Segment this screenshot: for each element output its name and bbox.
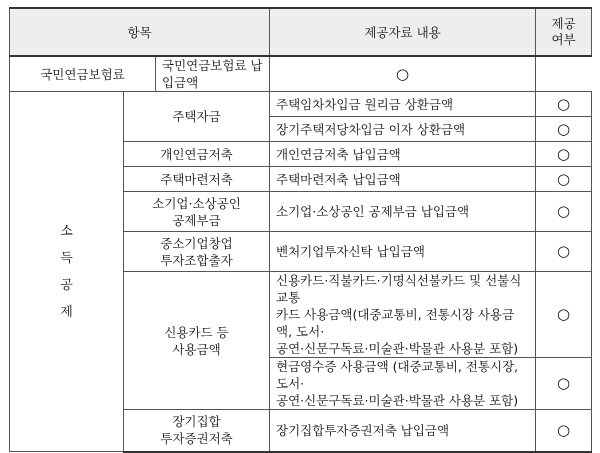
- group-label-venture-investment: [124, 232, 270, 272]
- content-line: 현금영수증 사용금액 (대중교통비, 전통시장, 도서·: [276, 359, 519, 391]
- row-content: 주택마련저축 납입금액: [270, 167, 536, 192]
- header-row: [10, 8, 592, 56]
- group-label-line1: 소기업·소상공인: [152, 195, 241, 211]
- group-label-line2: 투자조합출자: [160, 252, 233, 268]
- row-content: 벤처기업투자신탁 납입금액: [270, 232, 536, 272]
- income-deduction-char: 득: [60, 250, 73, 266]
- group-label-housing-fund: 주택자금: [124, 92, 270, 142]
- group-label-line1: 중소기업창업: [160, 235, 233, 251]
- provided-mark: ○: [536, 410, 592, 452]
- header-content: 제공자료 내용: [270, 8, 536, 56]
- table-row: [10, 56, 592, 92]
- provided-mark: ○: [536, 272, 592, 358]
- provided-mark: ○: [536, 117, 592, 142]
- income-deduction-label: [10, 92, 124, 452]
- row-content: 개인연금저축 납입금액: [270, 142, 536, 167]
- row-content-cash-receipt: [270, 358, 536, 410]
- provided-mark: ○: [536, 142, 592, 167]
- content-line: 신용카드·직불카드·기명식선불카드 및 선불식 교통: [276, 273, 522, 305]
- content-line: 공연·신문구독료·미술관·박물관 사용분 포함): [276, 393, 519, 408]
- provided-mark: ○: [536, 192, 592, 232]
- group-label-line1: 장기집합: [172, 414, 221, 430]
- header-item: 항목: [10, 8, 270, 56]
- content-line: 카드 사용금액(대중교통비, 전통시장 사용금액, 도서·: [276, 307, 515, 339]
- group-label-personal-pension: 개인연금저축: [124, 142, 270, 167]
- income-deduction-char: 소: [60, 223, 73, 239]
- provided-mark: ○: [536, 167, 592, 192]
- group-label-line1: 신용카드 등: [164, 324, 229, 340]
- group-label-line2: 투자증권저축: [160, 431, 233, 447]
- group-label-long-term-fund: [124, 410, 270, 452]
- income-deduction-char: 제: [60, 304, 73, 320]
- group-label-credit-card: [124, 272, 270, 410]
- row-content: 주택임차차입금 원리금 상환금액: [270, 92, 536, 117]
- header-provided: [536, 8, 592, 56]
- table-row: [10, 92, 592, 117]
- row-content: 장기집합투자증권저축 납입금액: [270, 410, 536, 452]
- row-label-pension: 국민연금보험료: [10, 56, 156, 92]
- group-label-housing-savings: 주택마련저축: [124, 167, 270, 192]
- group-label-small-business: [124, 192, 270, 232]
- content-line: 공연·신문구독료·미술관·박물관 사용분 포함): [276, 341, 519, 356]
- header-provided-line1: 제공: [551, 16, 576, 31]
- row-content: 소기업·소상공인 공제부금 납입금액: [270, 192, 536, 232]
- row-content: 장기주택저당차입금 이자 상환금액: [270, 117, 536, 142]
- provided-mark: ○: [536, 358, 592, 410]
- row-content-credit-card: [270, 272, 536, 358]
- row-content-pension: 국민연금보험료 납입금액: [156, 56, 270, 92]
- header-provided-line2: 여부: [551, 32, 576, 47]
- provided-data-table: [9, 7, 592, 453]
- income-deduction-char: 공: [60, 277, 73, 293]
- group-label-line2: 공제부금: [172, 212, 221, 228]
- provided-mark: ○: [536, 232, 592, 272]
- group-label-line2: 사용금액: [172, 341, 221, 357]
- provided-mark: ○: [270, 56, 536, 92]
- provided-mark: ○: [536, 92, 592, 117]
